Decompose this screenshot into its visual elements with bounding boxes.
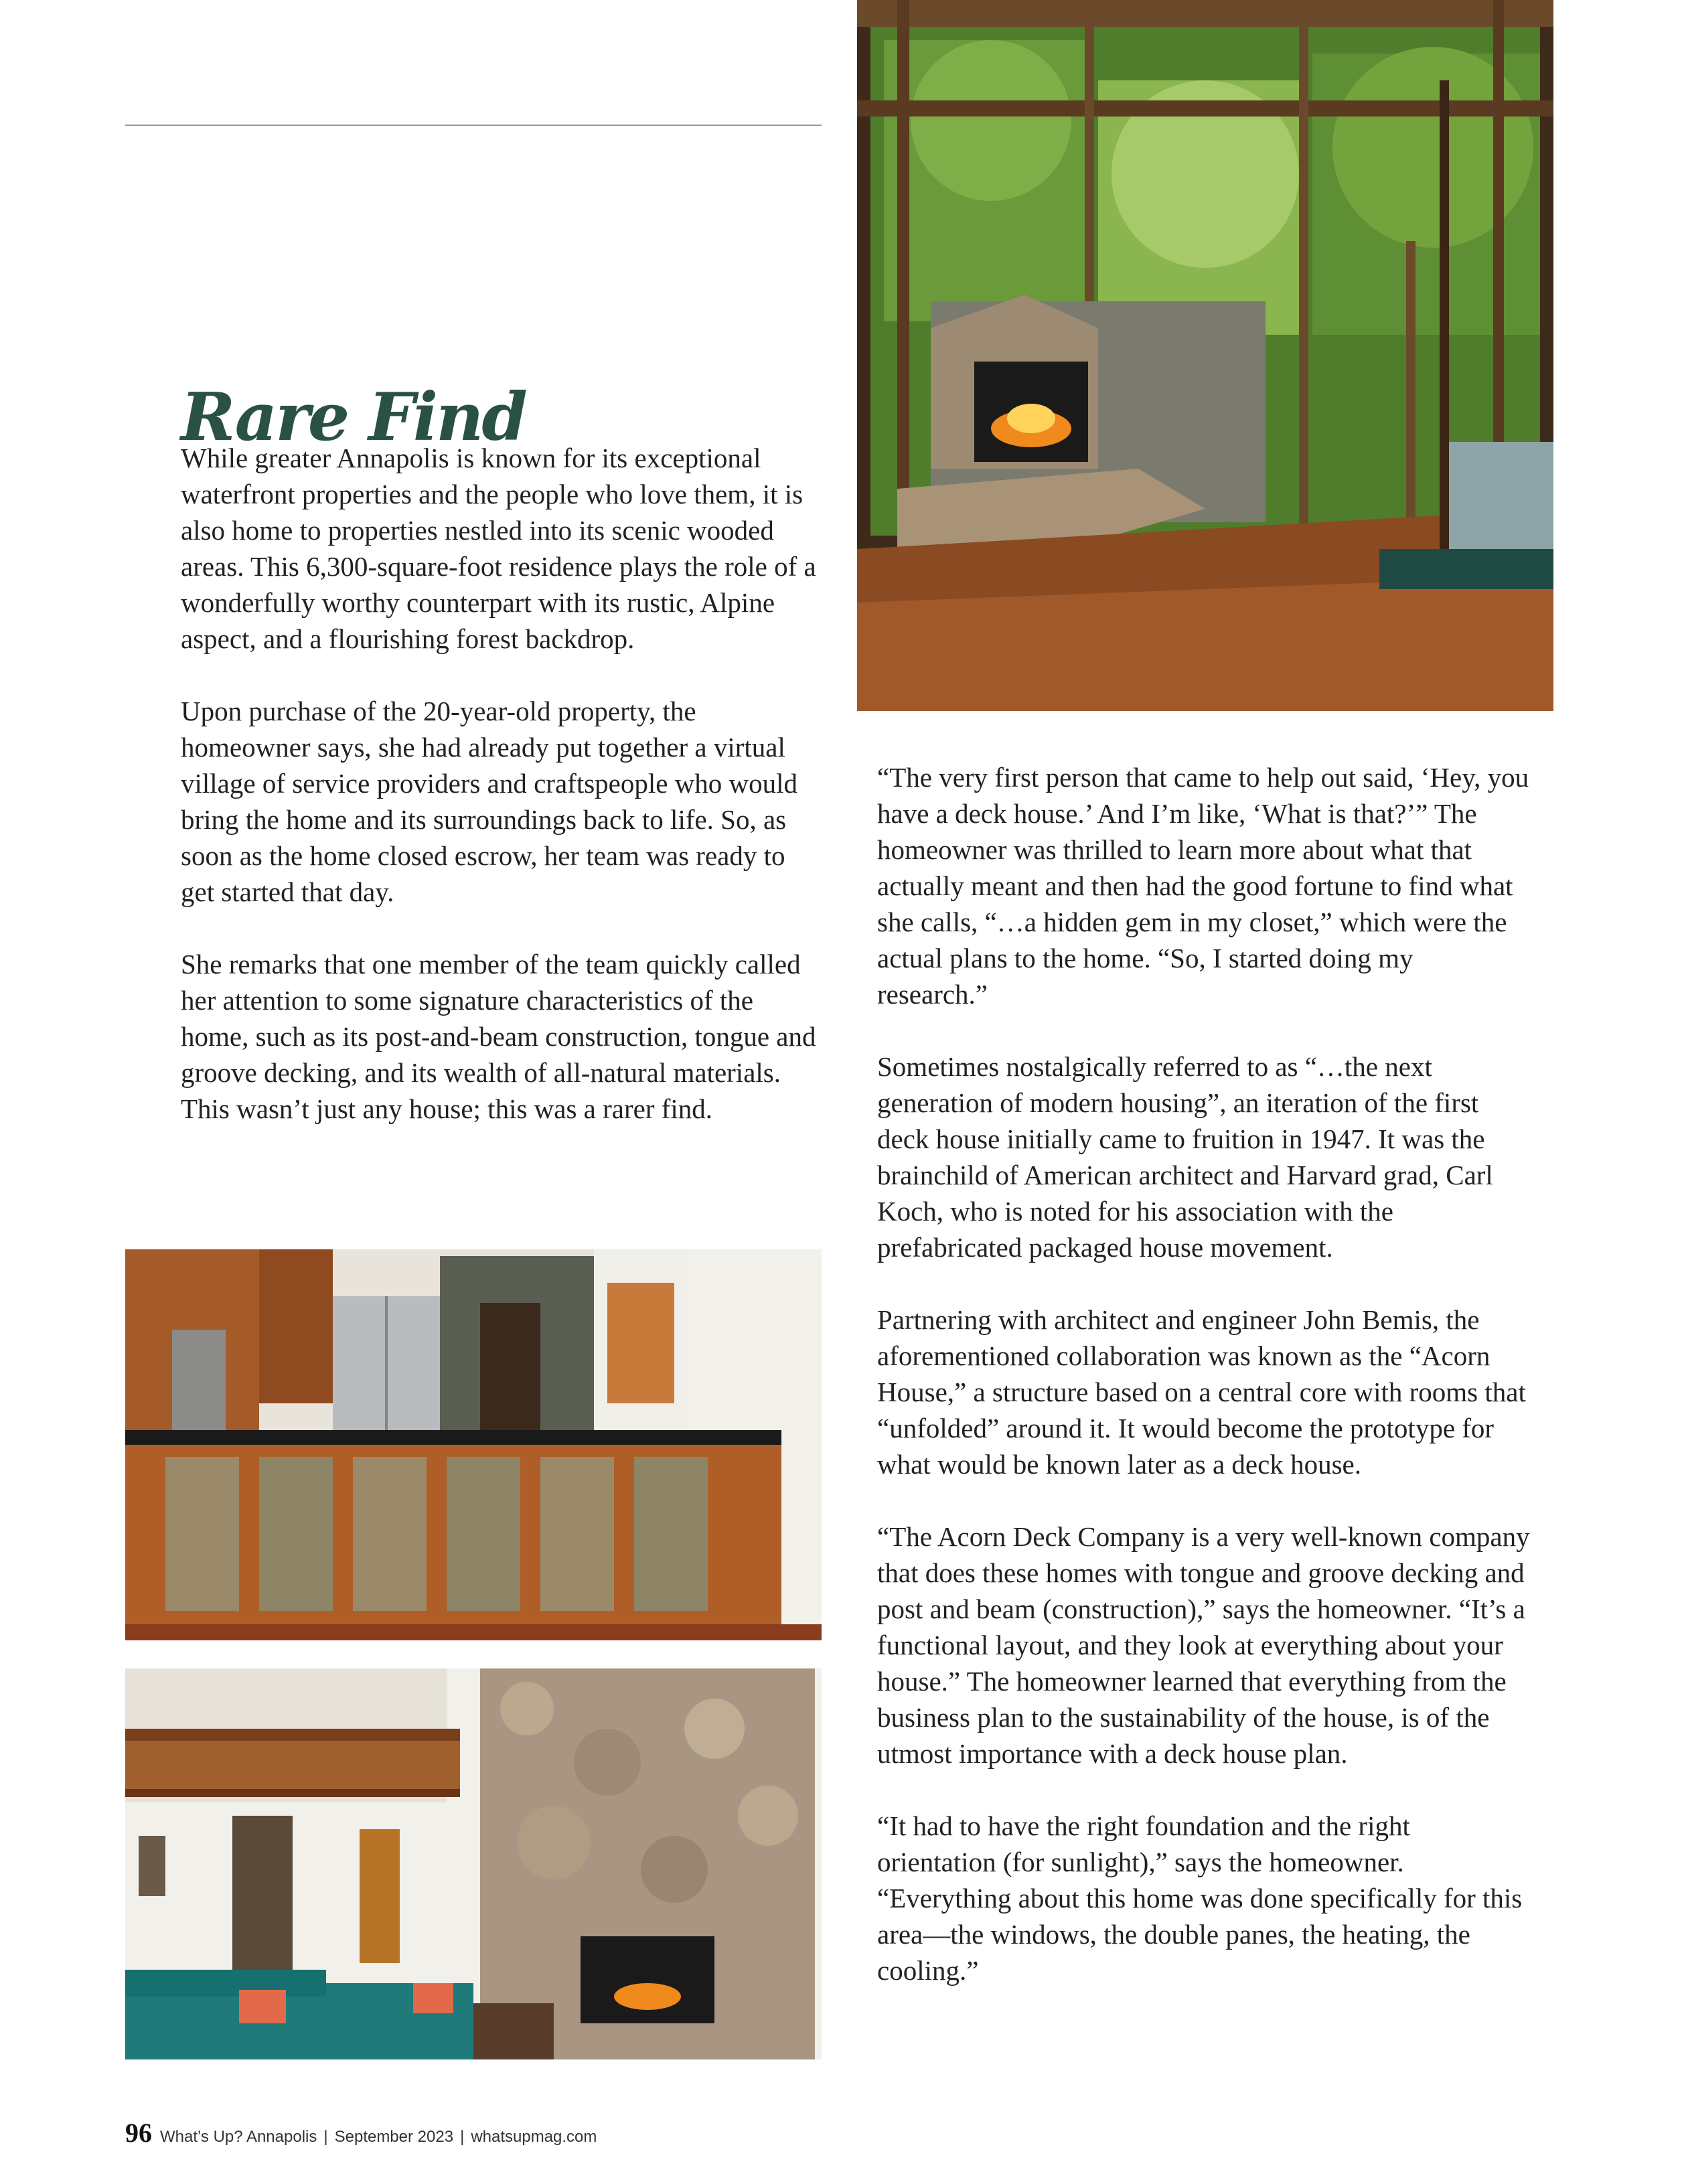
body-paragraph: She remarks that one member of the team quickly called her attention to some signature characteristics of the home, such as its post-and-beam construction, tongue and groove decking, and its wealth of all-natural materials. This wasn’t just any house; this was a rarer find.: [181, 949, 816, 1124]
article-right-column: [877, 759, 1530, 2025]
bedroom-fireplace-photo: [857, 0, 1553, 711]
article-headline: Rare Find: [181, 378, 526, 456]
living-room-photo: [125, 1668, 822, 2059]
footer-separator: |: [323, 2128, 328, 2146]
body-paragraph: Upon purchase of the 20-year-old property, the homeowner says, she had already put together a virtual village of service providers and craftspeople who would bring the home and its surroundings back to life. So, as soon as the home closed escrow, her team was ready to get started that day.: [181, 696, 798, 907]
website-link[interactable]: whatsupmag.com: [471, 2128, 597, 2146]
body-paragraph: Sometimes nostalgically referred to as “…the next generation of modern housing”, an iteration of the first deck house initially came to fruition in 1947. It was the brainchild of American architect and Harvard grad, Carl Koch, who is noted for his association with the prefabricated packaged house movement.: [877, 1051, 1493, 1263]
body-paragraph: “It had to have the right foundation and the right orientation (for sunlight),” says the homeowner. “Everything about this home was done specifically for this area—the windows, the double panes, the heating, the cooling.”: [877, 1810, 1523, 1986]
page-number: 96: [125, 2118, 152, 2148]
article-left-column: [181, 440, 824, 1163]
footer-separator: |: [460, 2128, 465, 2146]
body-paragraph: “The Acorn Deck Company is a very well-known company that does these homes with tongue and groove decking and post and beam (construction),” says the homeowner. “It’s a functional layout, and they look at everything about your house.” The homeowner learned that everything from the business plan to the sustainability of the house, is of the utmost importance with a deck house plan.: [877, 1521, 1530, 1769]
issue-date: September 2023: [334, 2128, 454, 2146]
magazine-name: What’s Up? Annapolis: [160, 2128, 317, 2146]
page-footer: [125, 2117, 597, 2149]
body-paragraph: Partnering with architect and engineer John Bemis, the aforementioned collaboration was known as the “Acorn House,” a structure based on a central core with rooms that “unfolded” around it. It would become the prototype for what would be known later as a deck house.: [877, 1304, 1526, 1480]
body-paragraph: “The very first person that came to help out said, ‘Hey, you have a deck house.’ And I’m like, ‘What is that?’” The homeowner was thrilled to learn more about what that actually meant and then had the good fortune to find what she calls, “…a hidden gem in my closet,” which were the actual plans to the home. “So, I started doing my research.”: [877, 762, 1529, 1010]
kitchen-photo: [125, 1249, 822, 1640]
top-divider-rule: [125, 125, 822, 126]
body-paragraph: While greater Annapolis is known for its exceptional waterfront properties and the people who love them, it is also home to properties nestled into its scenic wooded areas. This 6,300-square-foot residence plays the role of a wonderfully worthy counterpart with its rustic, Alpine aspect, and a flourishing forest backdrop.: [181, 443, 816, 654]
